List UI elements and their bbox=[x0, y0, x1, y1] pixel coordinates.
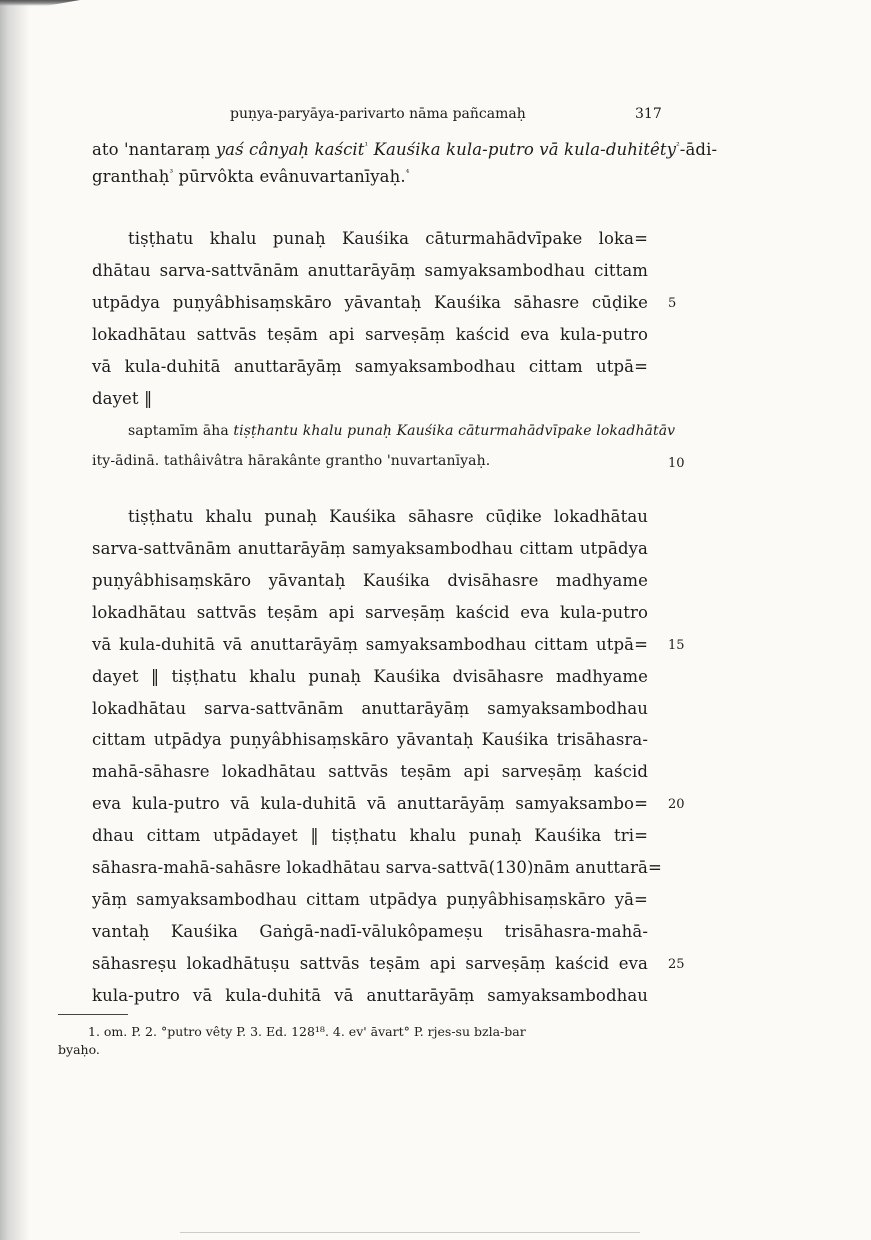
footnote-marker: ¹ bbox=[364, 141, 369, 152]
text-segment: kula-putro vā kula-duhitā vā anuttarāyāṃ samyaksambodhau bbox=[92, 986, 648, 1005]
text-segment: vā kula-duhitā anuttarāyāṃ samyaksambodhau cittam utpā= bbox=[92, 357, 648, 376]
scan-bottom-edge bbox=[180, 1232, 640, 1233]
footnote-marker: ² bbox=[676, 141, 680, 152]
text-line bbox=[92, 762, 648, 781]
text-line bbox=[92, 389, 648, 408]
text-line bbox=[92, 730, 648, 749]
text-line bbox=[92, 167, 648, 186]
text-line bbox=[128, 507, 648, 526]
text-line bbox=[128, 423, 676, 439]
text-segment: lokadhātau sattvās teṣām api sarveṣāṃ kaścid eva kula-putro bbox=[92, 603, 648, 622]
text-segment: tiṣṭhatu khalu punaḥ Kauśika cāturmahādvīpake loka= bbox=[128, 229, 648, 248]
text-segment: granthaḥ bbox=[92, 167, 170, 186]
text-line bbox=[92, 986, 648, 1005]
text-line bbox=[92, 140, 718, 159]
text-segment: pūrvôkta evânuvartanīyaḥ. bbox=[173, 167, 406, 186]
footnote-marker: ³ bbox=[169, 168, 174, 179]
text-line bbox=[92, 858, 662, 877]
text-segment: vā kula-duhitā vā anuttarāyāṃ samyaksambodhau cittam utpā= bbox=[92, 635, 648, 654]
text-segment: mahā-sāhasre lokadhātau sattvās teṣām api sarveṣāṃ kaścid bbox=[92, 762, 648, 781]
text-segment: ato 'nantaraṃ bbox=[92, 140, 216, 159]
text-segment: eva kula-putro vā kula-duhitā vā anuttarāyāṃ samyaksambo= bbox=[92, 794, 648, 813]
text-segment: dayet ‖ tiṣṭhatu khalu punaḥ Kauśika dvisāhasre madhyame bbox=[92, 667, 648, 686]
text-segment: dhau cittam utpādayet ‖ tiṣṭhatu khalu punaḥ Kauśika tri= bbox=[92, 826, 648, 845]
text-line bbox=[92, 357, 648, 376]
text-segment: sarva-sattvānām anuttarāyāṃ samyaksambodhau cittam utpādya bbox=[92, 539, 648, 558]
text-segment: Kauśika kula-putro vā kula-duhitêty bbox=[368, 140, 677, 159]
text-segment: -ādi- bbox=[679, 140, 718, 159]
text-line bbox=[92, 571, 648, 590]
text-segment: utpādya puṇyâbhisaṃskāro yāvantaḥ Kauśika sāhasre cūḍike bbox=[92, 293, 648, 312]
text-segment: lokadhātau sarva-sattvānām anuttarāyāṃ samyaksambodhau bbox=[92, 699, 648, 718]
text-segment: dayet ‖ bbox=[92, 389, 153, 408]
text-segment: lokadhātau sattvās teṣām api sarveṣāṃ kaścid eva kula-putro bbox=[92, 325, 648, 344]
text-line bbox=[92, 635, 648, 654]
text-line bbox=[92, 325, 648, 344]
line-number: 15 bbox=[668, 638, 685, 653]
text-segment: cittam utpādya puṇyâbhisaṃskāro yāvantaḥ Kauśika trisāhasra- bbox=[92, 730, 648, 749]
footnote-rule bbox=[58, 1014, 128, 1015]
text-line bbox=[92, 667, 648, 686]
text-segment: sāhasra-mahā-sahāsre lokadhātau sarva-sattvā(130)nām anuttarā= bbox=[92, 858, 662, 877]
text-line bbox=[92, 954, 648, 973]
text-line bbox=[92, 699, 648, 718]
line-number: 5 bbox=[668, 296, 677, 311]
text-segment: tiṣṭhantu khalu punaḥ Kauśika cāturmahādvīpake lokadhātāv bbox=[233, 423, 676, 439]
text-segment: ity-ādinā. tathâivâtra hārakânte grantho 'nuvartanīyaḥ. bbox=[92, 453, 491, 469]
text-line bbox=[92, 603, 648, 622]
footnote-line-2: byaḥo. bbox=[58, 1042, 100, 1057]
text-segment: sāhasreṣu lokadhātuṣu sattvās teṣām api sarveṣāṃ kaścid eva bbox=[92, 954, 648, 973]
text-line bbox=[92, 261, 648, 280]
text-line bbox=[92, 922, 648, 941]
text-segment: yāṃ samyaksambodhau cittam utpādya puṇyâbhisaṃskāro yā= bbox=[92, 890, 648, 909]
line-number: 10 bbox=[668, 456, 685, 471]
scan-edge-shadow bbox=[0, 0, 30, 1240]
running-title: puṇya-paryāya-parivarto nāma pañcamaḥ bbox=[230, 106, 526, 122]
line-number: 20 bbox=[668, 797, 685, 812]
text-segment: puṇyâbhisaṃskāro yāvantaḥ Kauśika dvisāhasre madhyame bbox=[92, 571, 648, 590]
text-line bbox=[128, 229, 648, 248]
footnote-line-1: 1. om. P. 2. °putro vêty P. 3. Ed. 128¹⁸. 4. ev' āvart° P. rjes-su bzla-bar bbox=[88, 1024, 526, 1039]
footnote-marker: ⁴ bbox=[405, 168, 410, 179]
text-segment: yaś cânyaḥ kaścit bbox=[215, 140, 365, 159]
text-line bbox=[92, 826, 648, 845]
text-segment: dhātau sarva-sattvānām anuttarāyāṃ samyaksambodhau cittam bbox=[92, 261, 648, 280]
page-number: 317 bbox=[635, 106, 662, 122]
text-line bbox=[92, 890, 648, 909]
scan-corner-mark bbox=[0, 0, 80, 14]
text-line bbox=[92, 539, 648, 558]
text-segment: tiṣṭhatu khalu punaḥ Kauśika sāhasre cūḍike lokadhātau bbox=[128, 507, 648, 526]
text-segment: vantaḥ Kauśika Gaṅgā-nadī-vālukôpameṣu trisāhasra-mahā- bbox=[92, 922, 648, 941]
text-line bbox=[92, 293, 648, 312]
text-segment: saptamīm āha bbox=[128, 423, 234, 439]
line-number: 25 bbox=[668, 957, 685, 972]
text-line bbox=[92, 453, 648, 469]
text-line bbox=[92, 794, 648, 813]
